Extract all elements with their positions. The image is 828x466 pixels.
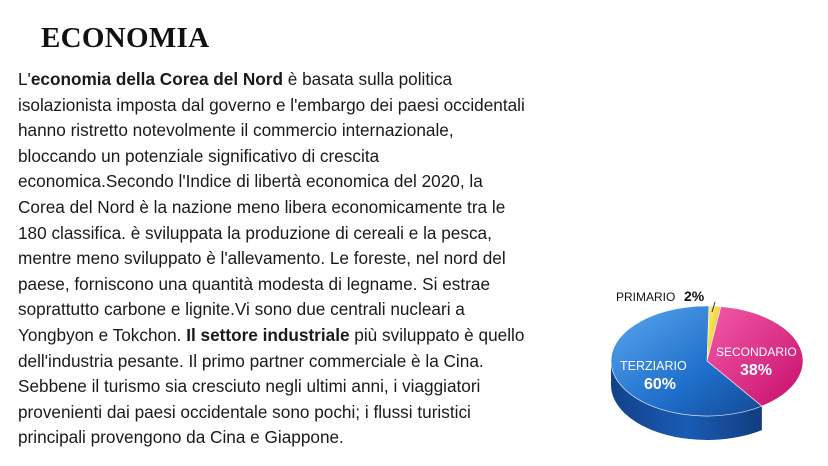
text-run: Sebbene il turismo sia cresciuto negli ultimi anni, i viaggiatori bbox=[18, 376, 481, 397]
text-run: Corea del Nord è la nazione meno libera economicamente tra le bbox=[18, 196, 506, 217]
text-line bbox=[18, 195, 588, 221]
sector-pie-chart bbox=[604, 282, 820, 454]
bold-term: Il settore industriale bbox=[186, 324, 350, 345]
label-secondario-value: 38% bbox=[740, 362, 773, 379]
text-run: hanno ristretto notevolmente il commercio internazionale, bbox=[18, 120, 454, 141]
body-paragraph bbox=[18, 67, 588, 451]
label-terziario-name: TERZIARIO bbox=[620, 359, 687, 373]
text-run: Yongbyon e Tokchon. bbox=[18, 324, 187, 345]
text-run: paese, forniscono una quantità modesta di legname. Si estrae bbox=[18, 273, 491, 294]
text-line bbox=[18, 323, 588, 349]
text-line bbox=[18, 374, 588, 400]
text-line bbox=[18, 93, 588, 119]
text-run: bloccando un potenziale significativo di crescita bbox=[18, 145, 380, 166]
text-run: mentre meno sviluppato è l'allevamento. Le foreste, nel nord del bbox=[18, 248, 506, 269]
text-line bbox=[18, 349, 588, 375]
label-primario-name: PRIMARIO bbox=[616, 290, 676, 304]
text-run: L' bbox=[18, 69, 31, 89]
bold-term: economia della Corea del Nord bbox=[30, 69, 283, 89]
text-run: soprattutto carbone e lignite.Vi sono due centrali nucleari a bbox=[18, 299, 465, 320]
text-run: isolazionista imposta dal governo e l'embargo dei paesi occidentali bbox=[18, 94, 525, 115]
text-line bbox=[18, 246, 588, 272]
label-terziario-value: 60% bbox=[644, 376, 677, 393]
text-run: dell'industria pesante. Il primo partner commerciale è la Cina. bbox=[18, 350, 484, 371]
text-line bbox=[18, 425, 588, 451]
text-line bbox=[18, 118, 588, 144]
text-line bbox=[18, 297, 588, 323]
text-line bbox=[18, 144, 588, 170]
text-run: è basata sulla politica bbox=[283, 69, 453, 89]
text-run: 180 classifica. è sviluppata la produzione di cereali e la pesca, bbox=[18, 222, 492, 243]
text-run: economica.Secondo l'Indice di libertà economica del 2020, la bbox=[18, 171, 483, 192]
label-primario-value: 2% bbox=[684, 288, 705, 304]
text-line bbox=[18, 169, 588, 195]
text-run: più sviluppato è quello bbox=[349, 324, 525, 345]
text-line bbox=[18, 221, 588, 247]
page-title: ECONOMIA bbox=[41, 22, 210, 54]
text-line bbox=[18, 272, 588, 298]
text-line bbox=[18, 400, 588, 426]
text-run: provenienti dai paesi occidentale sono pochi; i flussi turistici bbox=[18, 401, 471, 422]
text-line bbox=[18, 67, 588, 93]
label-secondario-name: SECONDARIO bbox=[716, 345, 797, 359]
text-run: principali provengono da Cina e Giappone. bbox=[18, 427, 344, 448]
